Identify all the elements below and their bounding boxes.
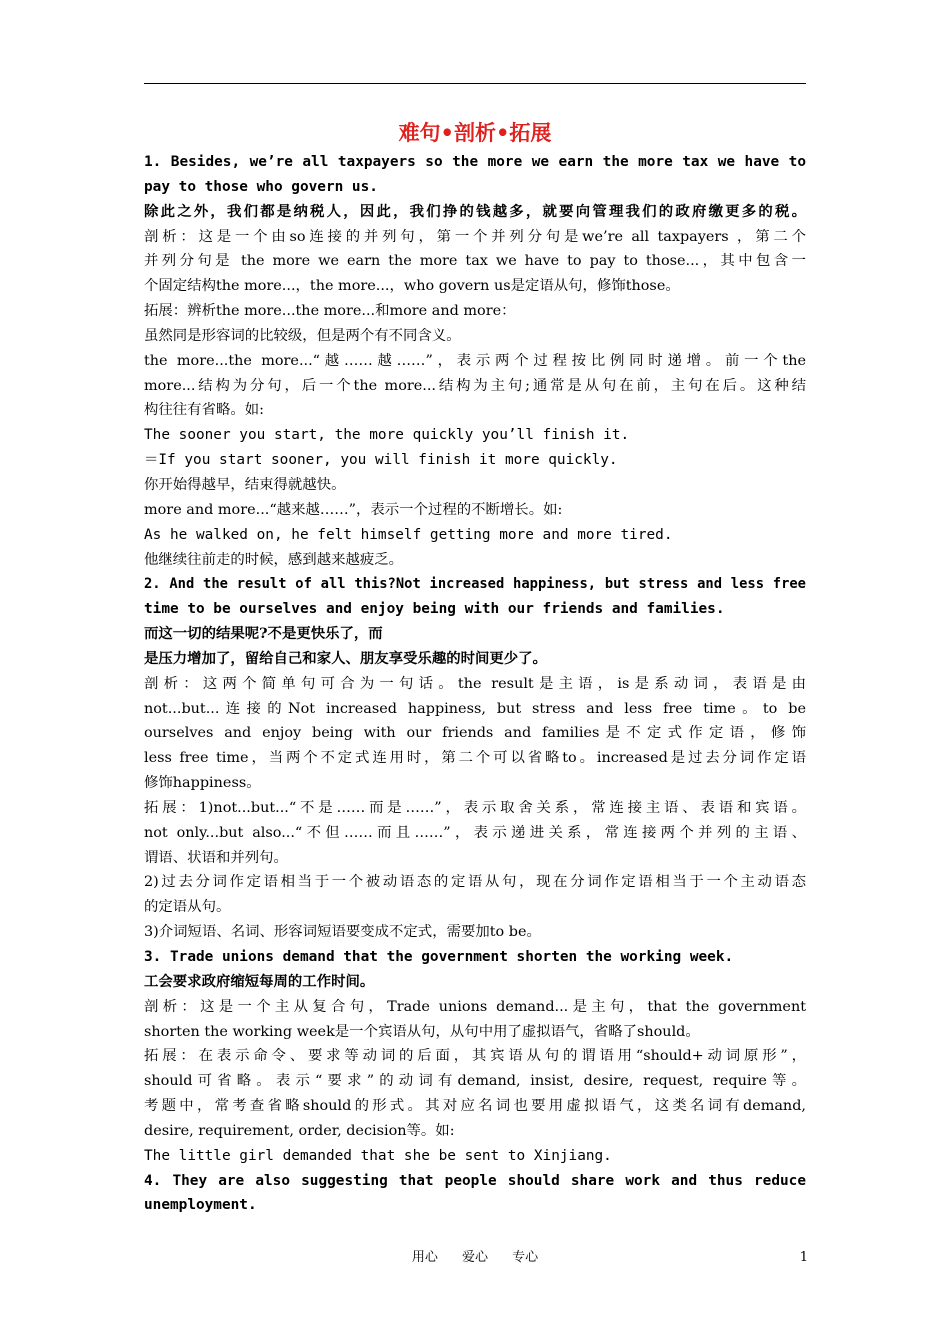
footer-motto: 用心 爱心 专心 [411, 1250, 539, 1265]
text-line: desire, requirement, order, decision等。如: [144, 1122, 455, 1139]
text-line: ＝If you start sooner, you will finish it more quickly. [144, 452, 618, 469]
text-lines [144, 150, 806, 1218]
text-line: 考题中，常考查省略should的形式。其对应名词也要用虚拟语气，这类名词有demand, [144, 1098, 806, 1115]
text-line: 修饰happiness。 [144, 775, 261, 792]
page-number: 1 [799, 1250, 808, 1265]
text-line: time to be ourselves and enjoy being with our friends and families. [144, 601, 725, 618]
text-line: 他继续往前走的时候，感到越来越疲乏。 [144, 551, 404, 568]
text-line: not...but...连接的Not increased happiness, but stress and less free time。to be [144, 700, 806, 717]
text-line: 的定语从句。 [144, 899, 231, 916]
text-line: 拓展：1)not...but...“不是……而是……”，表示取舍关系，常连接主语、表语和宾语。 [144, 799, 806, 816]
text-line: 2)过去分词作定语相当于一个被动语态的定语从句，现在分词作定语相当于一个主动语态 [144, 874, 806, 891]
text-line: 你开始得越早，结束得就越快。 [144, 476, 346, 493]
text-line: shorten the working week是一个宾语从句，从句中用了虚拟语气，省略了should。 [144, 1023, 700, 1040]
text-line: 2. And the result of all this?Not increased happiness, but stress and less free [144, 576, 806, 593]
text-line: should可省略。表示“要求”的动词有demand, insist, desire, request, require等。 [144, 1073, 806, 1090]
text-line: 工会要求政府缩短每周的工作时间。 [144, 972, 375, 990]
text-line: 3)介词短语、名词、形容词短语要变成不定式，需要加to be。 [144, 924, 541, 941]
text-line: not only...but also...“不但……而且……”，表示递进关系，常连接两个并列的主语、 [144, 824, 806, 841]
text-line: 3. Trade unions demand that the government shorten the working week. [144, 949, 734, 965]
text-line: pay to those who govern us. [144, 178, 378, 195]
text-line: more...结构为分句，后一个the more...结构为主句;通常是从句在前，主句在后。这种结 [144, 377, 806, 394]
text-line: more and more...“越来越……”，表示一个过程的不断增长。如: [144, 501, 563, 518]
document-body [144, 116, 806, 1218]
text-line: 剖析：这是一个主从复合句，Trade unions demand...是主句，that the government [144, 998, 806, 1015]
text-line: 剖析：这两个简单句可合为一句话。the result是主语，is是系动词，表语是由 [144, 675, 806, 692]
text-line: unemployment. [144, 1197, 257, 1214]
text-line: 个固定结构the more...，the more...，who govern us是定语从句，修饰those。 [144, 278, 680, 295]
text-line: 除此之外，我们都是纳税人，因此，我们挣的钱越多，就要向管理我们的政府缴更多的税。 [144, 202, 806, 220]
text-line: 是压力增加了，留给自己和家人、朋友享受乐趣的时间更少了。 [144, 649, 547, 667]
header-rule [144, 83, 806, 84]
text-line: 1. Besides, we’re all taxpayers so the more we earn the more tax we have to [144, 154, 806, 170]
text-line: 虽然同是形容词的比较级，但是两个有不同含义。 [144, 327, 461, 344]
text-line: 并列分句是 the more we earn the more tax we have to pay to those...，其中包含一 [144, 253, 806, 270]
text-line: The sooner you start, the more quickly you’ll finish it. [144, 427, 630, 444]
text-line: As he walked on, he felt himself getting more and more tired. [144, 526, 673, 543]
text-line: ourselves and enjoy being with our friends and families是不定式作定语，修饰 [144, 725, 806, 742]
text-line: 而这一切的结果呢?不是更快乐了，而 [144, 625, 383, 643]
text-line: 构往往有省略。如: [144, 402, 264, 419]
text-line: 拓展：在表示命令、要求等动词的后面，其宾语从句的谓语用“should+动词原形”， [144, 1048, 806, 1065]
text-line: The little girl demanded that she be sent to Xinjiang. [144, 1147, 612, 1164]
text-line: 剖析：这是一个由so连接的并列句，第一个并列分句是we’re all taxpayers ，第二个 [144, 228, 806, 245]
text-line: 拓展：辨析the more...the more...和more and more： [144, 303, 516, 320]
text-line: less free time，当两个不定式连用时，第二个可以省略to。increased是过去分词作定语 [144, 750, 806, 767]
text-line: 谓语、状语和并列句。 [144, 849, 288, 866]
text-line: the more...the more...“越……越……”，表示两个过程按比例同时递增。前一个the [144, 352, 806, 369]
text-line: 4. They are also suggesting that people should share work and thus reduce [144, 1172, 806, 1189]
page-footer [0, 1248, 950, 1268]
page-title: 难句•剖析•拓展 [398, 120, 552, 145]
